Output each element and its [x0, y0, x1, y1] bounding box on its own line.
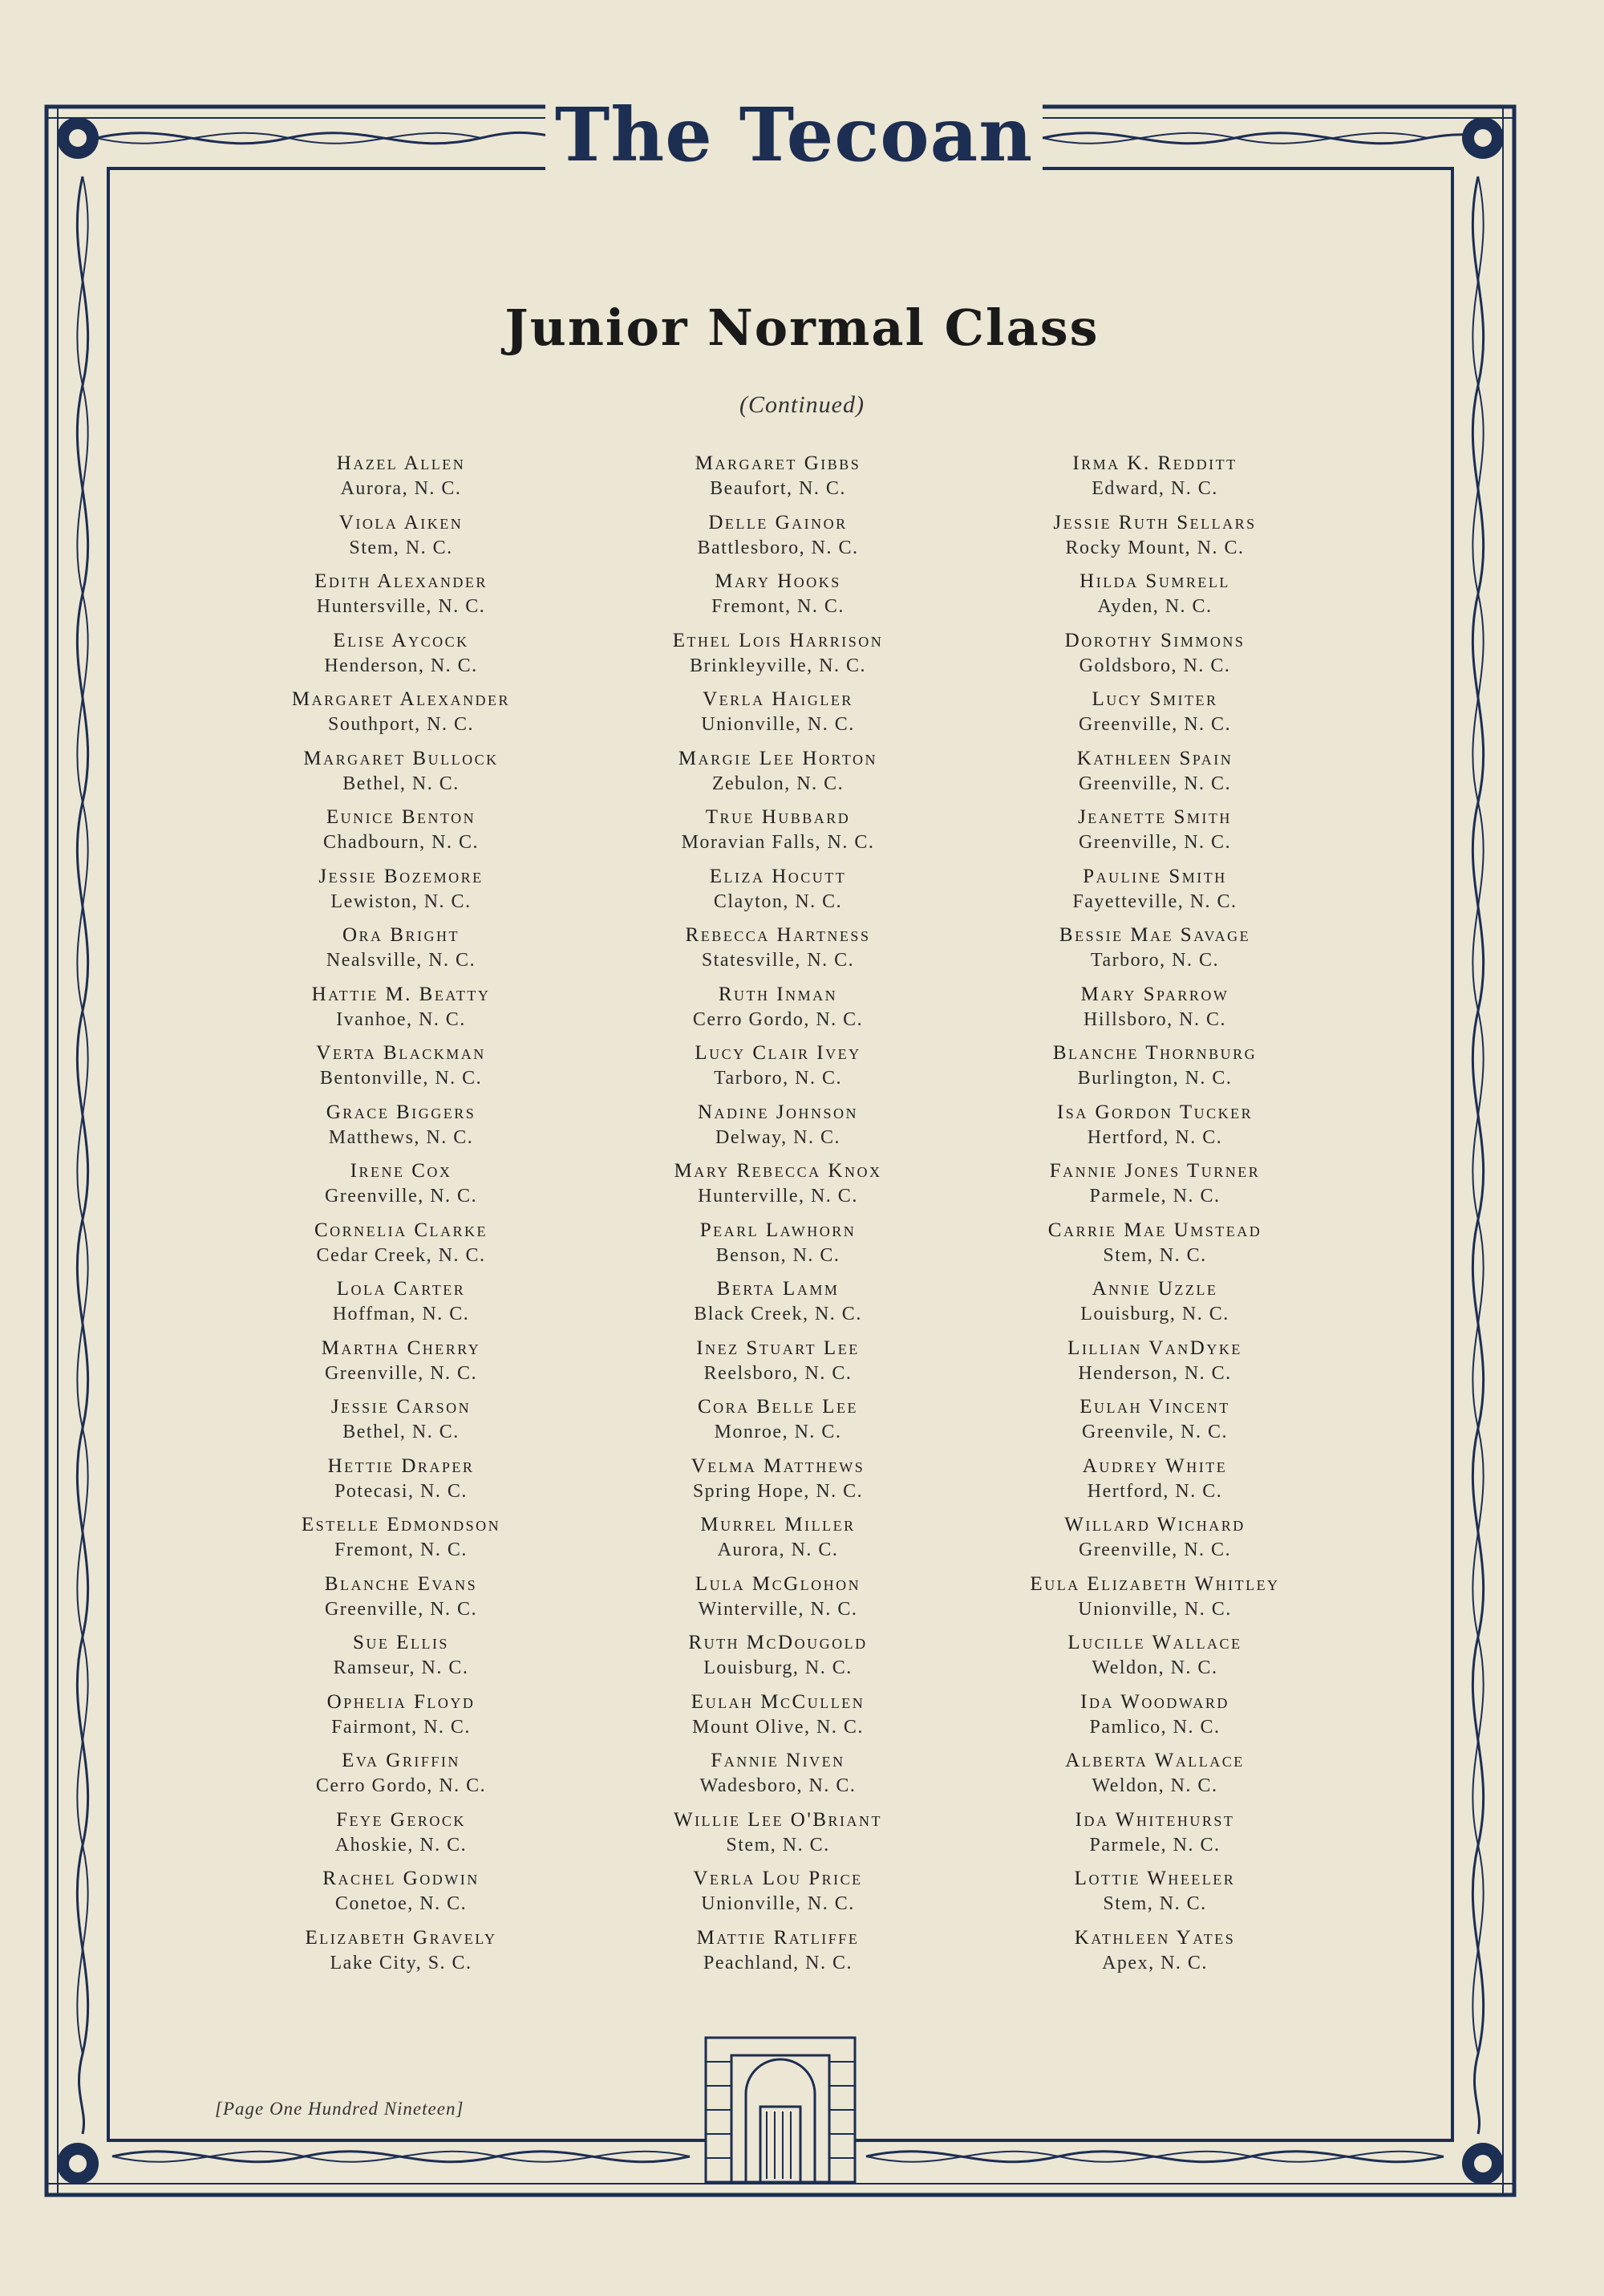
student-hometown: Potecasi, N. C. [334, 1480, 468, 1502]
student-name: Rachel Godwin [322, 1868, 480, 1889]
student-hometown: Henderson, N. C. [1078, 1362, 1232, 1384]
student-hometown: Cerro Gordo, N. C. [692, 1008, 864, 1030]
student-hometown: Greenville, N. C. [1078, 714, 1232, 735]
student-hometown: Greenvile, N. C. [1082, 1422, 1228, 1442]
student-hometown: Fremont, N. C. [711, 596, 845, 617]
student-entry [930, 1040, 1379, 1099]
student-hometown: Louisburg, N. C. [1080, 1304, 1229, 1324]
student-name: Cora Belle Lee [697, 1396, 859, 1418]
student-hometown: Tarboro, N. C. [1091, 950, 1219, 971]
student-entry [930, 1689, 1379, 1748]
student-entry [930, 1571, 1379, 1630]
student-hometown: Fremont, N. C. [334, 1539, 468, 1560]
student-hometown: Unionville, N. C. [1078, 1598, 1232, 1620]
student-name: Jeanette Smith [1078, 806, 1232, 828]
student-hometown: Hillsboro, N. C. [1083, 1008, 1226, 1030]
student-name: Fannie Niven [711, 1750, 845, 1771]
student-hometown: Ahoskie, N. C. [334, 1834, 468, 1856]
student-hometown: Greenville, N. C. [1078, 1539, 1232, 1560]
student-name: Kathleen Yates [1074, 1926, 1236, 1949]
masthead-title: The Tecoan [545, 95, 1043, 175]
student-name: Hettie Draper [327, 1454, 475, 1477]
student-entry [930, 1276, 1379, 1335]
student-name: Elise Aycock [333, 629, 469, 651]
student-name: Grace Biggers [326, 1101, 476, 1123]
student-entry [930, 568, 1379, 627]
student-hometown: Ayden, N. C. [1097, 596, 1213, 617]
student-name: Sue Ellis [353, 1632, 449, 1653]
student-hometown: Stem, N. C. [1103, 1893, 1207, 1914]
student-hometown: Parmele, N. C. [1089, 1834, 1221, 1856]
student-name: Willie Lee O'Briant [673, 1808, 883, 1831]
student-name: Lillian VanDyke [1067, 1337, 1242, 1359]
student-name: Ora Bright [342, 924, 460, 946]
student-entry [930, 745, 1379, 805]
student-name: Rebecca Hartness [685, 924, 871, 946]
student-entry [930, 1158, 1379, 1217]
student-name: Eliza Hocutt [709, 865, 847, 887]
student-hometown: Wadesboro, N. C. [699, 1775, 857, 1796]
student-name: Audrey White [1082, 1454, 1228, 1477]
student-hometown: Louisburg, N. C. [703, 1657, 853, 1678]
student-hometown: Ivanhoe, N. C. [336, 1008, 466, 1030]
student-hometown: Brinkleyville, N. C. [690, 655, 866, 676]
student-hometown: Pamlico, N. C. [1089, 1716, 1221, 1738]
student-name: Ophelia Floyd [326, 1690, 476, 1713]
student-hometown: Stem, N. C. [726, 1834, 830, 1856]
student-hometown: Hertford, N. C. [1087, 1126, 1223, 1148]
student-name: Edith Alexander [314, 570, 488, 592]
student-hometown: Greenville, N. C. [324, 1362, 478, 1384]
student-hometown: Apex, N. C. [1102, 1952, 1208, 1974]
student-name: Inez Stuart Lee [696, 1337, 860, 1359]
student-name: Feye Gerock [336, 1808, 466, 1831]
student-entry [930, 509, 1379, 569]
student-hometown: Delway, N. C. [715, 1126, 840, 1148]
student-hometown: Parmele, N. C. [1089, 1186, 1221, 1207]
student-hometown: Lewiston, N. C. [330, 890, 472, 912]
student-hometown: Edward, N. C. [1092, 478, 1218, 499]
student-hometown: Winterville, N. C. [698, 1598, 858, 1620]
student-hometown: Benson, N. C. [715, 1244, 840, 1266]
student-name: True Hubbard [705, 806, 851, 828]
student-name: Carrie Mae Umstead [1047, 1219, 1262, 1241]
student-name: Mary Sparrow [1080, 983, 1229, 1005]
student-name: Lucy Clair Ivey [695, 1042, 861, 1064]
student-name: Cornelia Clarke [314, 1219, 488, 1241]
student-name: Fannie Jones Turner [1049, 1160, 1261, 1182]
student-entry [930, 1335, 1379, 1394]
student-hometown: Rocky Mount, N. C. [1065, 537, 1245, 558]
student-hometown: Nealsville, N. C. [326, 950, 476, 971]
student-hometown: Ramseur, N. C. [333, 1657, 469, 1678]
student-hometown: Fayetteville, N. C. [1072, 890, 1237, 912]
student-name: Eulah McCullen [691, 1690, 865, 1713]
student-name: Ethel Lois Harrison [672, 629, 884, 651]
student-hometown: Unionville, N. C. [701, 714, 855, 735]
student-entry [930, 981, 1379, 1041]
student-name: Delle Gainor [708, 511, 848, 533]
student-name: Hilda Sumrell [1079, 570, 1230, 592]
student-entry [930, 1925, 1379, 1984]
student-name: Berta Lamm [716, 1278, 840, 1300]
student-name: Dorothy Simmons [1064, 629, 1246, 651]
student-entry [930, 1747, 1379, 1807]
student-name: Hazel Allen [336, 452, 466, 474]
student-hometown: Lake City, S. C. [330, 1952, 472, 1974]
student-entry [930, 450, 1379, 509]
student-name: Ruth Inman [718, 983, 838, 1005]
student-name: Mary Hooks [715, 570, 841, 592]
student-hometown: Tarboro, N. C. [714, 1068, 842, 1089]
student-name: Kathleen Spain [1076, 747, 1233, 769]
student-hometown: Peachland, N. C. [703, 1952, 853, 1974]
student-name: Margie Lee Horton [678, 747, 878, 769]
student-hometown: Stem, N. C. [349, 537, 453, 558]
student-name: Mattie Ratliffe [696, 1926, 860, 1949]
student-hometown: Conetoe, N. C. [334, 1893, 468, 1914]
student-name: Alberta Wallace [1065, 1750, 1245, 1771]
student-name: Lucy Smiter [1092, 688, 1218, 710]
student-name: Margaret Alexander [291, 688, 511, 710]
student-hometown: Mount Olive, N. C. [692, 1716, 864, 1738]
student-hometown: Bethel, N. C. [342, 1422, 460, 1442]
student-name: Murrel Miller [700, 1514, 856, 1535]
student-name: Irma K. Redditt [1072, 452, 1237, 474]
student-name: Eulah Vincent [1079, 1396, 1230, 1418]
student-name: Lucille Wallace [1067, 1632, 1242, 1653]
student-hometown: Spring Hope, N. C. [692, 1480, 864, 1502]
student-name: Eva Griffin [342, 1750, 460, 1771]
student-name: Lola Carter [336, 1278, 466, 1300]
student-name: Martha Cherry [321, 1337, 481, 1359]
student-entry [930, 1629, 1379, 1689]
student-hometown: Black Creek, N. C. [694, 1304, 862, 1324]
student-entry [930, 804, 1379, 863]
student-hometown: Hertford, N. C. [1087, 1480, 1223, 1502]
student-hometown: Monroe, N. C. [714, 1422, 842, 1442]
student-name: Jessie Ruth Sellars [1053, 511, 1257, 533]
student-hometown: Matthews, N. C. [328, 1126, 474, 1148]
student-name: Mary Rebecca Knox [674, 1160, 882, 1182]
student-hometown: Statesville, N. C. [701, 950, 855, 971]
student-hometown: Hunterville, N. C. [698, 1186, 858, 1207]
student-name: Ida Whitehurst [1075, 1808, 1235, 1831]
student-name: Velma Matthews [691, 1454, 865, 1477]
student-hometown: Reelsboro, N. C. [703, 1362, 853, 1384]
student-name: Blanche Thornburg [1052, 1042, 1258, 1064]
student-name: Eunice Benton [326, 806, 476, 828]
student-entry [930, 686, 1379, 745]
student-name: Isa Gordon Tucker [1056, 1101, 1254, 1123]
student-hometown: Goldsboro, N. C. [1079, 655, 1231, 676]
student-hometown: Bentonville, N. C. [319, 1068, 483, 1089]
student-hometown: Zebulon, N. C. [711, 773, 845, 794]
student-hometown: Greenville, N. C. [324, 1186, 478, 1207]
student-name: Lottie Wheeler [1074, 1868, 1236, 1889]
student-name: Annie Uzzle [1092, 1278, 1218, 1300]
student-hometown: Battlesboro, N. C. [697, 537, 859, 558]
student-entry [930, 1453, 1379, 1512]
student-hometown: Burlington, N. C. [1077, 1068, 1233, 1089]
student-entry [930, 1099, 1379, 1158]
student-entry [930, 627, 1379, 687]
student-name: Verla Lou Price [693, 1868, 863, 1889]
student-name: Ida Woodward [1080, 1690, 1229, 1713]
student-name: Margaret Bullock [303, 747, 499, 769]
student-hometown: Southport, N. C. [327, 714, 474, 735]
student-hometown: Stem, N. C. [1103, 1244, 1207, 1266]
student-name: Margaret Gibbs [695, 452, 861, 474]
student-name: Pauline Smith [1083, 865, 1227, 887]
student-name: Bessie Mae Savage [1059, 924, 1251, 946]
student-name: Lula McGlohon [695, 1572, 861, 1595]
student-name: Jessie Carson [330, 1396, 472, 1418]
student-name: Elizabeth Gravely [305, 1926, 497, 1949]
student-hometown: Weldon, N. C. [1092, 1657, 1218, 1678]
student-hometown: Hoffman, N. C. [332, 1304, 470, 1324]
student-name: Ruth McDougold [688, 1632, 868, 1653]
student-hometown: Clayton, N. C. [713, 890, 843, 912]
student-hometown: Cerro Gordo, N. C. [315, 1775, 487, 1796]
name-column-3 [930, 450, 1379, 1983]
student-hometown: Cedar Creek, N. C. [316, 1244, 486, 1266]
student-hometown: Weldon, N. C. [1092, 1775, 1218, 1796]
student-name: Hattie M. Beatty [311, 983, 491, 1005]
student-hometown: Aurora, N. C. [340, 478, 462, 499]
student-hometown: Beaufort, N. C. [710, 478, 846, 499]
student-hometown: Henderson, N. C. [324, 655, 478, 676]
student-name: Verla Haigler [703, 688, 853, 710]
page-title: Junior Normal Class [504, 298, 1100, 357]
student-hometown: Unionville, N. C. [701, 1893, 855, 1914]
student-name: Willard Wichard [1064, 1514, 1246, 1535]
student-entry [930, 922, 1379, 981]
student-name: Verta Blackman [316, 1042, 486, 1064]
student-name: Eula Elizabeth Whitley [1030, 1572, 1280, 1595]
student-entry [930, 1865, 1379, 1925]
student-hometown: Greenville, N. C. [324, 1598, 478, 1620]
student-entry [930, 1511, 1379, 1571]
student-hometown: Fairmont, N. C. [331, 1716, 471, 1738]
student-name: Blanche Evans [324, 1572, 478, 1595]
student-name: Viola Aiken [338, 511, 464, 533]
student-hometown: Bethel, N. C. [342, 773, 460, 794]
student-hometown: Greenville, N. C. [1078, 773, 1232, 794]
student-hometown: Huntersville, N. C. [316, 596, 486, 617]
student-name: Pearl Lawhorn [699, 1219, 857, 1241]
student-name: Estelle Edmondson [301, 1514, 501, 1535]
student-entry [930, 863, 1379, 923]
student-hometown: Aurora, N. C. [717, 1539, 839, 1560]
student-name: Irene Cox [350, 1160, 452, 1182]
student-name: Jessie Bozemore [318, 865, 484, 887]
student-hometown: Chadbourn, N. C. [323, 832, 479, 853]
student-hometown: Greenville, N. C. [1078, 832, 1232, 853]
student-entry [930, 1807, 1379, 1866]
page-number: [Page One Hundred Nineteen] [215, 2099, 464, 2119]
page-subtitle: (Continued) [739, 391, 865, 418]
student-name: Nadine Johnson [697, 1101, 859, 1123]
student-hometown: Moravian Falls, N. C. [681, 832, 875, 853]
student-entry [930, 1393, 1379, 1453]
student-entry [930, 1217, 1379, 1276]
